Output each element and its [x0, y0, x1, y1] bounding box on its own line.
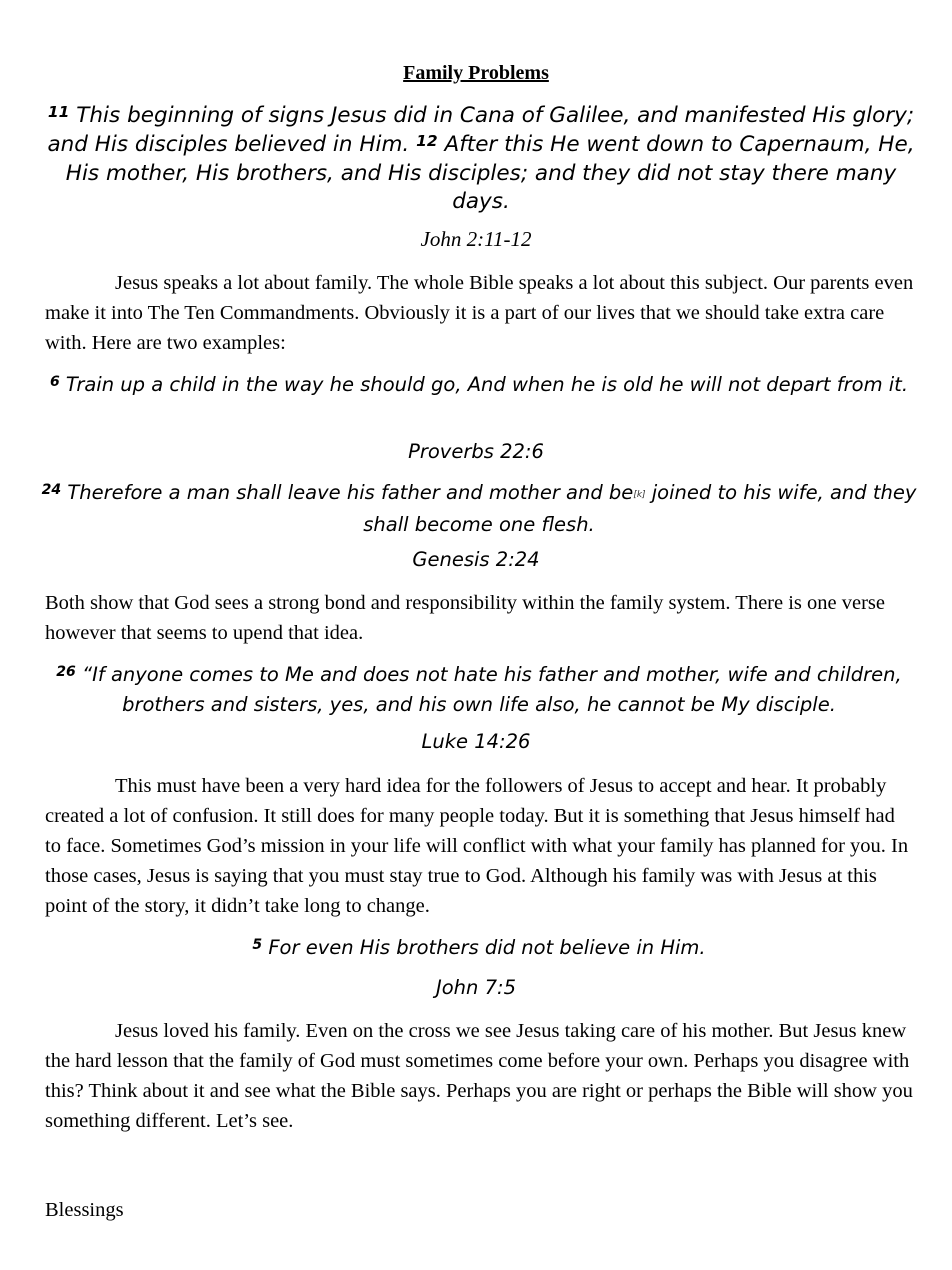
- verse-number: 24: [41, 482, 62, 499]
- verse-number: 26: [56, 664, 76, 681]
- verse-number: 5: [252, 937, 263, 954]
- verse-genesis-2-24: [40, 479, 918, 538]
- verse-reference: John 2:11-12: [420, 227, 532, 251]
- verse-reference: Proverbs 22:6: [408, 440, 544, 463]
- verse-number: 12: [416, 131, 438, 150]
- verse-reference: John 7:5: [436, 976, 516, 999]
- verse-text: joined to his wife, and they shall become one flesh.: [363, 481, 917, 536]
- verse-john-7-5: [40, 934, 918, 964]
- paragraph-confusion: This must have been a very hard idea for the followers of Jesus to accept and hear. It probably created a lot of confusion. It still does for many people today. But it is something that Jesus himself had to face. Sometimes God’s mission in your life will conflict with what your family has planned for you. In those cases, Jesus is saying that you must stay true to God. Although his family was with Jesus at this point of the story, it didn’t take long to change.: [45, 775, 909, 917]
- verse-john-2-11-12: [45, 102, 917, 216]
- paragraph-conclusion: Jesus loved his family. Even on the cross we see Jesus taking care of his mother. But Jesus knew the hard lesson that the family of God must sometimes come before your own. Perhaps you disagree with this? Think about it and see what the Bible says. Perhaps you are right or perhaps the Bible will show you something different. Let’s see.: [45, 1020, 913, 1132]
- paragraph-bond: Both show that God sees a strong bond and responsibility within the family system. There is one verse however that seems to upend that idea.: [45, 592, 885, 644]
- verse-luke-14-26: [40, 661, 918, 718]
- paragraph-intro: Jesus speaks a lot about family. The whole Bible speaks a lot about this subject. Our parents even make it into The Ten Commandments. Obviously it is a part of our lives that we should take extra care with. Here are two examples:: [45, 272, 914, 354]
- verse-proverbs-22-6: [40, 371, 918, 401]
- verse-text: Therefore a man shall leave his father and mother and be: [67, 481, 634, 504]
- verse-text: “If anyone comes to Me and does not hate his father and mother, wife and children, brothers and sisters, yes, and his own life also, he cannot be My disciple.: [82, 663, 902, 716]
- closing-signoff: Blessings: [45, 1199, 124, 1221]
- verse-text: For even His brothers did not believe in Him.: [268, 936, 706, 959]
- verse-text: After this He went down to Capernaum, He, His mother, His brothers, and His disciples; and they did not stay there many days.: [65, 132, 915, 214]
- page-title: Family Problems: [403, 62, 549, 84]
- verse-number: 11: [47, 102, 70, 121]
- verse-reference: Genesis 2:24: [412, 548, 540, 571]
- verse-text: This beginning of signs Jesus did in Cana of Galilee, and manifested His glory; and His disciples believed in Him.: [47, 103, 915, 157]
- footnote-link[interactable]: [k]: [633, 490, 646, 500]
- verse-text: Train up a child in the way he should go, And when he is old he will not depart from it.: [65, 373, 909, 396]
- verse-number: 6: [49, 374, 60, 391]
- verse-reference: Luke 14:26: [421, 730, 531, 753]
